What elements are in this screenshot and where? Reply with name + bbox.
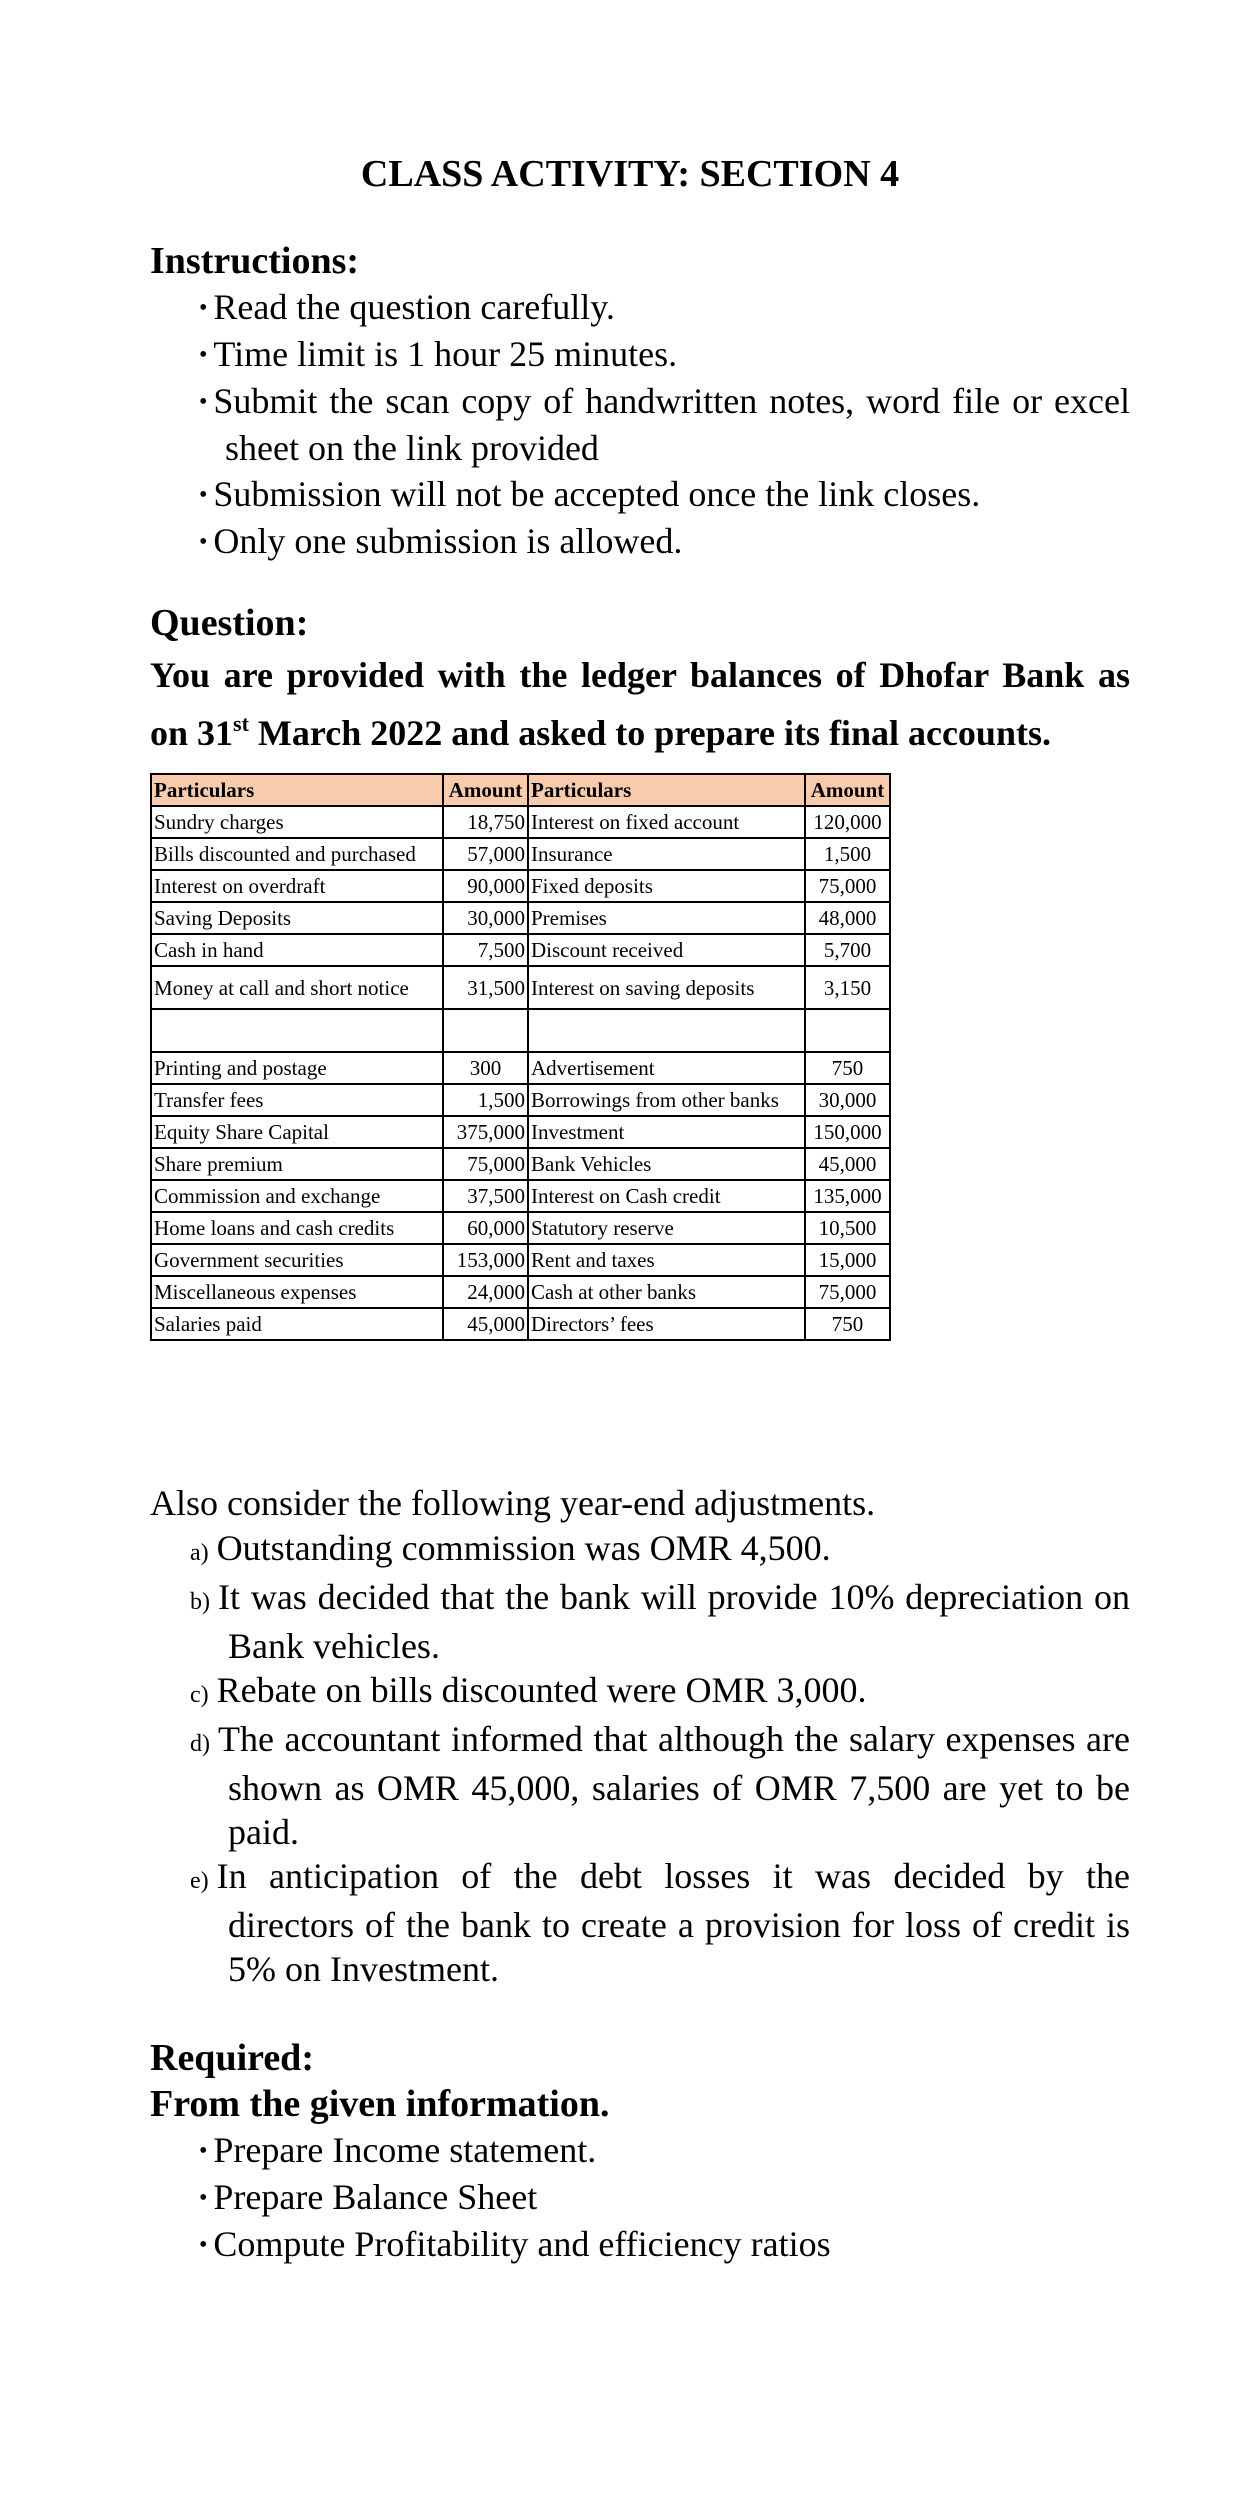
table-cell: 5,700 [805, 934, 890, 966]
column-header: Particulars [528, 774, 805, 806]
list-item [150, 2221, 1130, 2268]
table-cell: Premises [528, 902, 805, 934]
table-cell: Directors’ fees [528, 1308, 805, 1340]
table-cell: Bank Vehicles [528, 1148, 805, 1180]
table-cell: Equity Share Capital [151, 1116, 443, 1148]
table-header-row [151, 774, 890, 806]
table-cell: 3,150 [805, 966, 890, 1009]
list-item [150, 1526, 1130, 1575]
adjustments-intro: Also consider the following year-end adjustments. [150, 1483, 876, 1523]
table-cell: 300 [443, 1052, 528, 1084]
question-text-part: March 2022 and asked to prepare its final accounts. [248, 713, 1051, 753]
table-cell: 153,000 [443, 1244, 528, 1276]
list-item [150, 518, 1130, 565]
instruction-text: Time limit is 1 hour 25 minutes. [213, 334, 678, 374]
column-header: Amount [443, 774, 528, 806]
table-cell: Insurance [528, 838, 805, 870]
table-row [151, 1308, 890, 1340]
table-cell: 30,000 [443, 902, 528, 934]
table-cell: 75,000 [805, 1276, 890, 1308]
table-cell: 24,000 [443, 1276, 528, 1308]
ordinal-suffix: st [233, 711, 249, 736]
table-cell: Interest on overdraft [151, 870, 443, 902]
item-marker: e) [190, 1868, 209, 1894]
table-cell [151, 1009, 443, 1052]
table-cell: 750 [805, 1052, 890, 1084]
table-row [151, 1276, 890, 1308]
adjustment-text: Rebate on bills discounted were OMR 3,000. [216, 1670, 867, 1710]
table-cell: Advertisement [528, 1052, 805, 1084]
table-row [151, 1052, 890, 1084]
table-cell: 375,000 [443, 1116, 528, 1148]
question-text-part: You are provided with the ledger balances of Dhofar Bank as on 31 [150, 655, 1130, 753]
item-marker: d) [190, 1731, 210, 1757]
table-cell: Interest on Cash credit [528, 1180, 805, 1212]
table-cell: Investment [528, 1116, 805, 1148]
table-cell: 120,000 [805, 806, 890, 838]
adjustment-text: In anticipation of the debt losses it was decided by the directors of the bank to create a provision for loss of credit is 5% on Investment. [216, 1856, 1130, 1989]
table-cell: 45,000 [805, 1148, 890, 1180]
table-cell [528, 1009, 805, 1052]
table-row [151, 838, 890, 870]
table-cell: 75,000 [805, 870, 890, 902]
table-cell: Saving Deposits [151, 902, 443, 934]
table-cell: Miscellaneous expenses [151, 1276, 443, 1308]
table-row [151, 902, 890, 934]
bullet-icon: • [199, 389, 208, 415]
table-cell: Bills discounted and purchased [151, 838, 443, 870]
table-cell: Statutory reserve [528, 1212, 805, 1244]
adjustments-list [150, 1526, 1130, 1991]
table-cell: Home loans and cash credits [151, 1212, 443, 1244]
bullet-icon: • [199, 482, 208, 508]
list-item [150, 284, 1130, 331]
table-cell: 37,500 [443, 1180, 528, 1212]
required-subheading: From the given information. [150, 2083, 610, 2125]
table-cell: 57,000 [443, 838, 528, 870]
list-item [150, 2174, 1130, 2221]
required-text: Prepare Income statement. [213, 2130, 597, 2170]
instructions-section [150, 238, 1130, 565]
table-cell: Interest on saving deposits [528, 966, 805, 1009]
list-item [150, 1854, 1130, 1991]
table-cell: 750 [805, 1308, 890, 1340]
table-cell: Cash at other banks [528, 1276, 805, 1308]
required-text: Prepare Balance Sheet [213, 2177, 538, 2217]
table-cell: Rent and taxes [528, 1244, 805, 1276]
table-cell: 1,500 [805, 838, 890, 870]
bullet-icon: • [199, 529, 208, 555]
table-cell: Transfer fees [151, 1084, 443, 1116]
page-title: CLASS ACTIVITY: SECTION 4 [360, 153, 900, 195]
table-cell: Interest on fixed account [528, 806, 805, 838]
table-cell [805, 1009, 890, 1052]
table-cell: Share premium [151, 1148, 443, 1180]
table-row [151, 1244, 890, 1276]
table-cell: 18,750 [443, 806, 528, 838]
column-header: Particulars [151, 774, 443, 806]
list-item [150, 1668, 1130, 1717]
table-cell: Fixed deposits [528, 870, 805, 902]
instruction-text: Submission will not be accepted once the link closes. [213, 474, 981, 514]
item-marker: a) [190, 1540, 209, 1566]
table-cell: 90,000 [443, 870, 528, 902]
required-text: Compute Profitability and efficiency ratios [213, 2224, 831, 2264]
table-row [151, 1116, 890, 1148]
instructions-list [150, 284, 1130, 565]
bullet-icon: • [199, 2232, 208, 2258]
required-list [150, 2127, 1130, 2268]
table-cell: Borrowings from other banks [528, 1084, 805, 1116]
table-row [151, 1180, 890, 1212]
table-cell: 75,000 [443, 1148, 528, 1180]
bullet-icon: • [199, 342, 208, 368]
question-section [150, 600, 1130, 762]
table-cell: 150,000 [805, 1116, 890, 1148]
table-cell: Printing and postage [151, 1052, 443, 1084]
table-row [151, 1212, 890, 1244]
instruction-text: Submit the scan copy of handwritten notes, word file or excel sheet on the link provided [213, 381, 1130, 468]
table-cell: 48,000 [805, 902, 890, 934]
item-marker: b) [190, 1589, 210, 1615]
ledger-table [150, 773, 891, 1341]
table-cell: 15,000 [805, 1244, 890, 1276]
table-cell: Discount received [528, 934, 805, 966]
required-section [150, 2035, 1130, 2268]
list-item [150, 378, 1130, 471]
table-cell: 30,000 [805, 1084, 890, 1116]
table-cell: Salaries paid [151, 1308, 443, 1340]
table-cell: 31,500 [443, 966, 528, 1009]
instruction-text: Only one submission is allowed. [213, 521, 683, 561]
table-cell: Government securities [151, 1244, 443, 1276]
list-item [150, 1575, 1130, 1668]
adjustment-text: Outstanding commission was OMR 4,500. [216, 1528, 831, 1568]
list-item [150, 2127, 1130, 2174]
table-cell: 10,500 [805, 1212, 890, 1244]
list-item [150, 471, 1130, 518]
question-text [150, 646, 1130, 762]
table-cell: Money at call and short notice [151, 966, 443, 1009]
adjustment-text: It was decided that the bank will provide 10% depreciation on Bank vehicles. [218, 1577, 1130, 1666]
table-cell: 60,000 [443, 1212, 528, 1244]
bullet-icon: • [199, 2138, 208, 2164]
table-row [151, 870, 890, 902]
table-cell: 45,000 [443, 1308, 528, 1340]
question-heading: Question: [150, 602, 309, 644]
column-header: Amount [805, 774, 890, 806]
table-cell: 7,500 [443, 934, 528, 966]
table-cell: Cash in hand [151, 934, 443, 966]
list-item [150, 331, 1130, 378]
table-cell: 135,000 [805, 1180, 890, 1212]
table-cell [443, 1009, 528, 1052]
table-row [151, 966, 890, 1009]
required-heading: Required: [150, 2037, 314, 2079]
adjustment-text: The accountant informed that although the salary expenses are shown as OMR 45,000, salaries of OMR 7,500 are yet to be paid. [218, 1719, 1130, 1852]
bullet-icon: • [199, 2185, 208, 2211]
adjustments-section [150, 1480, 1130, 1991]
list-item [150, 1717, 1130, 1854]
instructions-heading: Instructions: [150, 240, 360, 282]
bullet-icon: • [199, 295, 208, 321]
item-marker: c) [190, 1682, 209, 1708]
table-cell: Commission and exchange [151, 1180, 443, 1212]
table-row-empty [151, 1009, 890, 1052]
table-cell: Sundry charges [151, 806, 443, 838]
table-row [151, 1148, 890, 1180]
table-row [151, 806, 890, 838]
table-cell: 1,500 [443, 1084, 528, 1116]
table-row [151, 934, 890, 966]
instruction-text: Read the question carefully. [213, 287, 615, 327]
table-row [151, 1084, 890, 1116]
